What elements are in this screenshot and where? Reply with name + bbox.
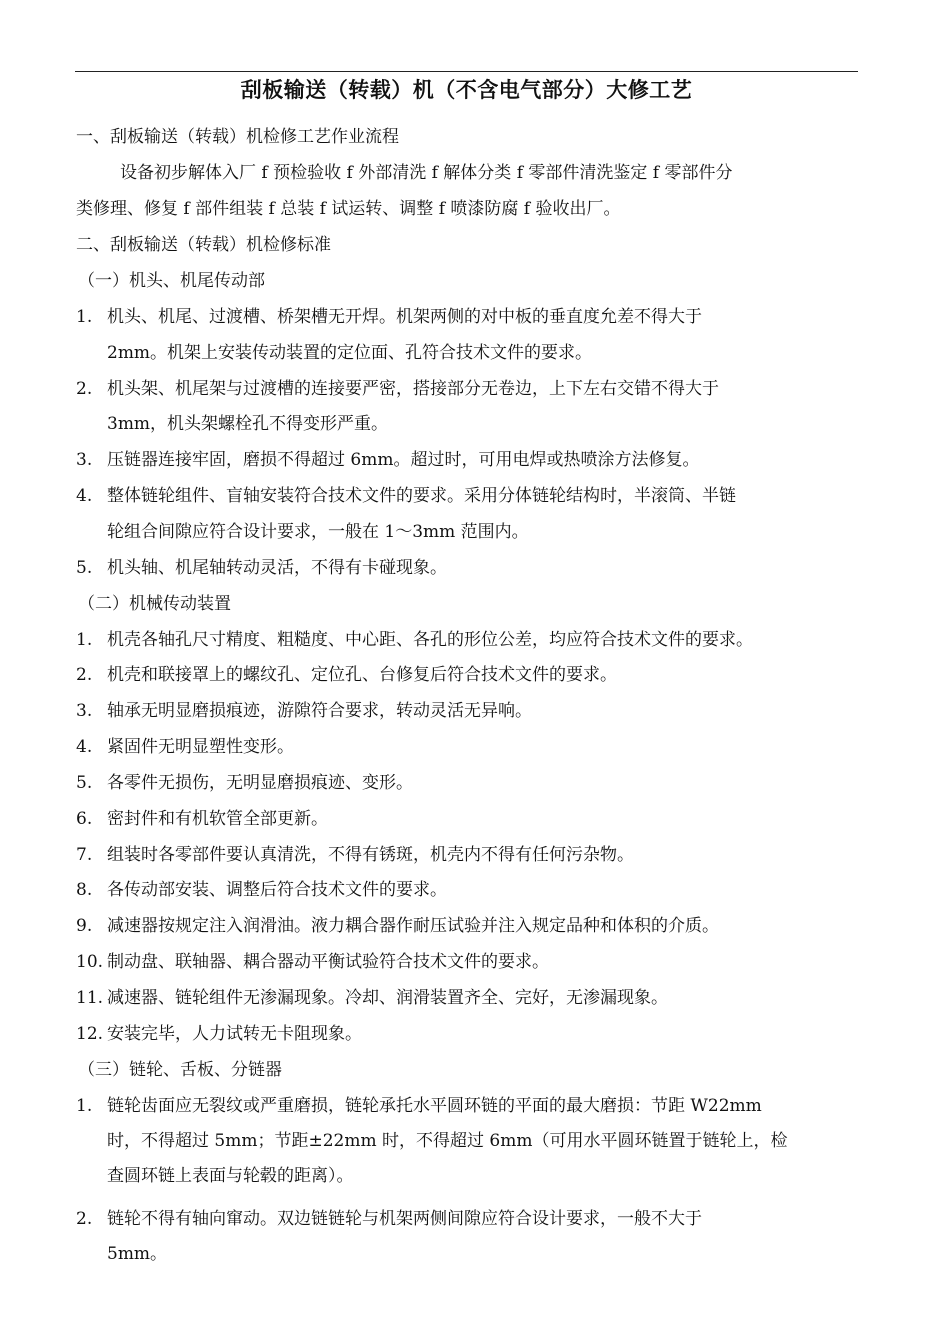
list-item bbox=[76, 915, 719, 937]
section-heading: 一、刮板输送（转载）机检修工艺作业流程 bbox=[76, 127, 399, 147]
item-text: 轴承无明显磨损痕迹，游隙符合要求，转动灵活无异响。 bbox=[107, 701, 532, 721]
process-flow-text: 类修理、修复 f 部件组装 f 总装 f 试运转、调整 f 喷漆防腐 f 验收出厂。 bbox=[76, 199, 621, 219]
item-number: 2. bbox=[76, 665, 93, 685]
item-number: 1. bbox=[76, 630, 93, 650]
item-text: 机头架、机尾架与过渡槽的连接要严密，搭接部分无卷边，上下左右交错不得大于 bbox=[107, 379, 719, 399]
list-item bbox=[76, 1208, 702, 1230]
item-text-continued: 5mm。 bbox=[107, 1244, 168, 1264]
item-text: 各零件无损伤，无明显磨损痕迹、变形。 bbox=[107, 773, 413, 793]
list-item bbox=[76, 629, 753, 651]
item-number: 3. bbox=[76, 450, 93, 470]
list-item bbox=[76, 664, 617, 686]
item-text: 制动盘、联轴器、耦合器动平衡试验符合技术文件的要求。 bbox=[107, 952, 549, 972]
item-number: 4. bbox=[76, 737, 93, 757]
list-item bbox=[76, 449, 699, 471]
item-text: 机壳各轴孔尺寸精度、粗糙度、中心距、各孔的形位公差，均应符合技术文件的要求。 bbox=[107, 630, 753, 650]
item-number: 5. bbox=[76, 773, 93, 793]
list-item bbox=[76, 1095, 762, 1117]
list-item bbox=[76, 879, 447, 901]
item-text-continued: 轮组合间隙应符合设计要求，一般在 1〜3mm 范围内。 bbox=[107, 522, 529, 542]
item-number: 10. bbox=[76, 952, 104, 972]
item-text-continued: 2mm。机架上安装传动装置的定位面、孔符合技术文件的要求。 bbox=[107, 343, 593, 363]
list-item bbox=[76, 378, 719, 400]
item-number: 12. bbox=[76, 1024, 104, 1044]
item-number: 6. bbox=[76, 809, 93, 829]
item-text: 整体链轮组件、盲轴安装符合技术文件的要求。采用分体链轮结构时，半滚筒、半链 bbox=[107, 486, 736, 506]
item-number: 4. bbox=[76, 486, 93, 506]
item-number: 7. bbox=[76, 845, 93, 865]
item-number: 1. bbox=[76, 307, 93, 327]
item-number: 9. bbox=[76, 916, 93, 936]
list-item bbox=[76, 808, 328, 830]
item-text: 压链器连接牢固，磨损不得超过 6mm。超过时，可用电焊或热喷涂方法修复。 bbox=[107, 450, 700, 470]
item-text: 机头、机尾、过渡槽、桥架槽无开焊。机架两侧的对中板的垂直度允差不得大于 bbox=[107, 307, 702, 327]
section-heading: 二、刮板输送（转载）机检修标准 bbox=[76, 235, 331, 255]
document-title: 刮板输送（转载）机（不含电气部分）大修工艺 bbox=[240, 78, 693, 102]
subsection-heading: （三）链轮、舌板、分链器 bbox=[78, 1060, 282, 1080]
item-text: 减速器、链轮组件无渗漏现象。冷却、润滑装置齐全、完好，无渗漏现象。 bbox=[107, 988, 668, 1008]
list-item bbox=[76, 1023, 362, 1045]
list-item bbox=[76, 987, 668, 1009]
item-text: 紧固件无明显塑性变形。 bbox=[107, 737, 294, 757]
list-item bbox=[76, 306, 702, 328]
item-number: 1. bbox=[76, 1096, 93, 1116]
item-text-continued: 时，不得超过 5mm；节距±22mm 时，不得超过 6mm（可用水平圆环链置于链轮上，检 bbox=[107, 1131, 788, 1151]
item-text: 链轮齿面应无裂纹或严重磨损，链轮承托水平圆环链的平面的最大磨损：节距 W22mm bbox=[107, 1096, 762, 1116]
item-text: 减速器按规定注入润滑油。液力耦合器作耐压试验并注入规定品种和体积的介质。 bbox=[107, 916, 719, 936]
item-number: 3. bbox=[76, 701, 93, 721]
item-text: 组装时各零部件要认真清洗，不得有锈斑，机壳内不得有任何污杂物。 bbox=[107, 845, 634, 865]
item-text: 各传动部安装、调整后符合技术文件的要求。 bbox=[107, 880, 447, 900]
list-item bbox=[76, 951, 549, 973]
item-number: 5. bbox=[76, 558, 93, 578]
subsection-heading: （一）机头、机尾传动部 bbox=[78, 271, 265, 291]
list-item bbox=[76, 485, 736, 507]
item-text: 安装完毕，人力试转无卡阻现象。 bbox=[107, 1024, 362, 1044]
item-number: 2. bbox=[76, 1209, 93, 1229]
subsection-heading: （二）机械传动装置 bbox=[78, 594, 231, 614]
list-item bbox=[76, 844, 634, 866]
item-text: 密封件和有机软管全部更新。 bbox=[107, 809, 328, 829]
item-text-continued: 查圆环链上表面与轮毂的距离）。 bbox=[107, 1166, 354, 1186]
item-text-continued: 3mm，机头架螺栓孔不得变形严重。 bbox=[107, 414, 389, 434]
item-text: 链轮不得有轴向窜动。双边链链轮与机架两侧间隙应符合设计要求，一般不大于 bbox=[107, 1209, 702, 1229]
header-rule bbox=[75, 71, 858, 72]
item-text: 机壳和联接罩上的螺纹孔、定位孔、台修复后符合技术文件的要求。 bbox=[107, 665, 617, 685]
process-flow-text: 设备初步解体入厂 f 预检验收 f 外部清洗 f 解体分类 f 零部件清洗鉴定 f 零部件分 bbox=[120, 163, 733, 183]
item-number: 2. bbox=[76, 379, 93, 399]
list-item bbox=[76, 557, 447, 579]
list-item bbox=[76, 700, 532, 722]
list-item bbox=[76, 736, 294, 758]
item-number: 11. bbox=[76, 988, 104, 1008]
list-item bbox=[76, 772, 413, 794]
item-text: 机头轴、机尾轴转动灵活，不得有卡碰现象。 bbox=[107, 558, 447, 578]
item-number: 8. bbox=[76, 880, 93, 900]
